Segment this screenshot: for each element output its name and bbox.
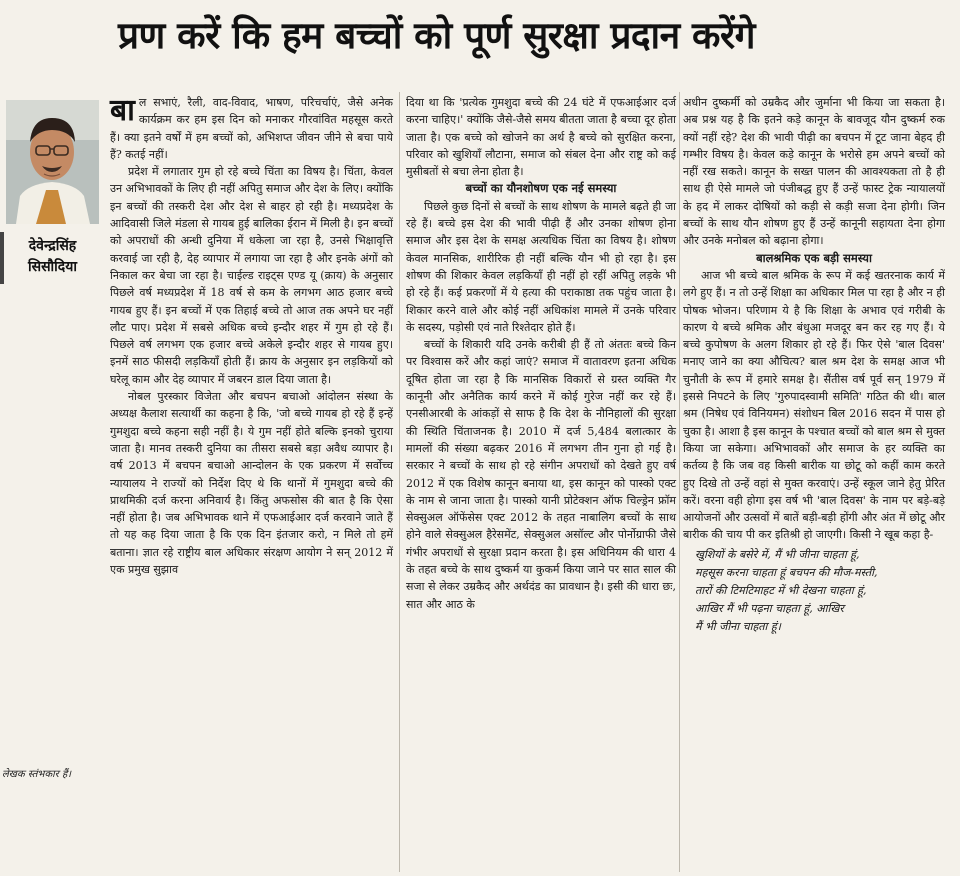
- section-subheading: बालश्रमिक एक बड़ी समस्या: [756, 250, 872, 265]
- author-photo: [6, 100, 99, 224]
- byline-accent-bar: [0, 232, 4, 284]
- paragraph: [110, 94, 393, 163]
- author-name-line2: सिसौदिया: [28, 259, 77, 275]
- author-name-line1: देवेन्द्रसिंह: [28, 238, 77, 254]
- poem-line: आखिर मैं भी पढ़ना चाहता हूं, आखिर: [695, 601, 844, 615]
- author-portrait-image: [6, 100, 99, 224]
- drop-cap: बा: [110, 93, 135, 128]
- paragraph: बच्चों के शिकारी यदि उनके करीबी ही हैं तो अंततः बच्चे किन पर विश्वास करें और कहां जाएं? समाज में वातावरण इतना अधिक दूषित होता जा रहा है कि मानसिक विकारों से ग्रस्त व्यक्ति गैर कानूनी और अनैतिक कार्य करने में कोई गुरेज नहीं कर रहे हैं। एनसीआरबी के आंकड़ों से साफ है कि देश के नौनिहालों की सुरक्षा की स्थिति चिंताजनक है। 2010 में दर्ज 5,484 बलात्कार के मामलों की संख्या बढ़कर 2016 में लगभग तीन गुना हो गई है। सरकार ने बच्चों के साथ हो रहे संगीन अपराधों को देखते हुए वर्ष 2012 में एक विशेष कानून बनाया था, इस कानून को पास्को एक्ट के नाम से जाना जाता है। पास्को यानी प्रोटेक्शन ऑफ चिल्ड्रेन फ्रॉम सेक्सुअल ऑफेंसेस एक्ट 2012 के तहत नाबालिग बच्चों के साथ होने वाले सेक्सुअल हैरेसमेंट, सेक्सुअल असॉल्ट और पोर्नोग्राफी जैसे गंभीर अपराधों से सुरक्षा प्रदान करता है। इस अधिनियम की धारा 4 के तहत बच्चे के साथ दुष्कर्म या कुकर्म किया जाने पर सात साल की सजा से लेकर उम्रकैद और अर्थदंड का प्रावधान है। इसी की धारा छः, सात और आठ के: [406, 338, 676, 611]
- column-divider: [679, 92, 680, 872]
- paragraph: प्रदेश में लगातार गुम हो रहे बच्चे चिंता का विषय है। चिंता, केवल उन अभिभावकों के लिए ही नहीं अपितु समाज और देश के लिए। क्योंकि इन बच्चों की तस्करी देश और देश से बाहर हो रही है। मध्यप्रदेश के आदिवासी जिले मंडला से गायब हुई बालिका ईरान में मिली है। इन बच्चों को अपराधों की अन्धी दुनिया में धकेला जा रहा है, उनसे भिक्षावृत्ति करवाई जा रही है, देह व्यापार में लगाया जा रहा है और इनके अंगों को निकाल कर बेचा जा रहा है। चाईल्ड राइट्स एण्ड यू (क्राय) के अनुसार पिछले वर्ष मध्यप्रदेश में 18 वर्ष से कम के लगभग आठ हजार बच्चे गायब हुए हैं। इन बच्चों में एक तिहाई बच्चे तो आज तक अपने घर नहीं लौट पाए। प्रदेश में सबसे अधिक बच्चे इन्दौर शहर में गुम हो रहे हैं। पिछले वर्ष लगभग एक हजार बच्चे अकेले इन्दौर शहर से गायब हुए। इनमें साठ फीसदी लड़कियाँ होती हैं। क्राय के अनुसार इन लड़कियों को घरेलू काम और देह व्यापार में जबरन डाल दिया जाता है।: [110, 165, 393, 386]
- author-byline: [6, 236, 99, 284]
- paragraph: आज भी बच्चे बाल श्रमिक के रूप में कई खतरनाक कार्य में लगे हुए हैं। न तो उन्हें शिक्षा का अधिकार मिल पा रहा है और न ही पोषक भोजन। परिणाम ये है कि शिक्षा के अभाव एवं गरीबी के कारण ये बच्चे श्रमिक और बंधुआ मजदूर बन कर रह गए हैं। ये बच्चे कुपोषण के अलग शिकार हो रहे हैं। फिर ऐसे 'बाल दिवस' मनाए जाने का क्या औचित्य? बाल श्रम देश के समक्ष आज भी चुनौती के रूप में हमारे समक्ष है। सैंतीस वर्ष पूर्व सन् 1979 में इससे निपटने के लिए 'गुरुपादस्वामी समिति' गठित की थी। बाल श्रम (निषेध एवं विनियमन) संशोधन बिल 2016 सदन में पास हो चुका है। आशा है इस कानून के पश्चात बच्चों को बाल श्रम से मुक्त किया जा सकेगा। अभिभावकों और समाज के हर व्यक्ति का कर्तव्य है कि जब वह किसी बारीक या छोटू को कहीं काम करते हुए दिखे तो उन्हें वहां से मुक्त करवाएं। उन्हें स्कूल जाने हेतु प्रेरित करें। वरना वही होगा इस वर्ष भी 'बाल दिवस' के नाम पर बड़े-बड़े आयोजनों और उत्सवों में बातें बड़ी-बड़ी होंगी और अंत में छोटू और बारीक की चाय पी कर इतिश्री हो जाएगी। किसी ने खूब कहा है-: [683, 268, 945, 542]
- paragraph: अधीन दुष्कर्मी को उम्रकैद और जुर्माना भी किया जा सकता है। अब प्रश्न यह है कि इतने कड़े कानून के बावजूद यौन दुष्कर्म रुक क्यों नहीं रहे? देश की भावी पीढ़ी का बचपन में टूट जाना बेहद ही गम्भीर विषय है। केवल कड़े कानून के भरोसे हम अपने बच्चों को नहीं रख सकते। कानून के सख्त पालन की आवश्यकता तो है ही साथ ही ऐसे मामले जो पंजीबद्ध हुए हैं उन्हें फास्ट ट्रेक न्यायालयों के हद में लाकर दोषियों को कड़ी से कड़ी सजा देना होगी। जिन बच्चों के साथ यौन शोषण हुए हैं उन्हें कानूनी सहायता देना होगा और उनके मनोबल को बढ़ाना होगा।: [683, 96, 945, 248]
- article-headline: प्रण करें कि हम बच्चों को पूर्ण सुरक्षा प्रदान करेंगे: [118, 14, 755, 57]
- poem-line: मैं भी जीना चाहता हूं।: [695, 619, 781, 633]
- poem-line: खुशियों के बसेरे में, मैं भी जीना चाहता हूं,: [695, 547, 860, 561]
- paragraph: पिछले कुछ दिनों से बच्चों के साथ शोषण के मामले बढ़ते ही जा रहे हैं। बच्चे इस देश की भावी पीढ़ी हैं और उनका शोषण होना समाज और इस देश के समक्ष अत्यधिक चिंता का विषय है। शोषण केवल मानसिक, शारीरिक ही नहीं बल्कि यौन भी हो रहा है। इस शोषण की शिकार केवल लड़कियाँ ही नहीं हो रहीं अपितु लड़के भी हो रहे हैं। कई प्रकरणों में ये हत्या की पराकाष्ठा तक पहुंच जाता है। शिकार करने वाले और कोई नहीं अधिकांश मामले में उनके परिवार के सदस्य, पड़ोसी एवं नाते रिश्तेदार होते हैं।: [406, 199, 676, 334]
- author-note: लेखक स्तंभकार हैं।: [2, 769, 72, 780]
- paragraph: दिया था कि 'प्रत्येक गुमशुदा बच्चे की 24 घंटे में एफआईआर दर्ज करना चाहिए।' क्योंकि जैसे-जैसे समय बीतता जाता है बच्चा दूर होता जाता है। एक बच्चे को खोजने का अर्थ है बच्चे को सुरक्षित करना, परिवार को खुशियाँ लौटाना, समाज को संबल देना और राष्ट्र को कई मुसीबतों से बचा लेना होता है।: [406, 96, 676, 179]
- column-divider: [399, 92, 400, 872]
- poem-quote: [683, 546, 945, 636]
- section-subheading: बच्चों का यौनशोषण एक नई समस्या: [465, 181, 617, 196]
- column-2: [406, 94, 676, 613]
- column-1: [110, 94, 393, 578]
- poem-line: महसूस करना चाहता हूं बचपन की मौज-मस्ती,: [695, 565, 878, 579]
- poem-line: तारों की टिमटिमाहट में भी देखना चाहता हूं,: [695, 583, 867, 597]
- column-3: [683, 94, 945, 636]
- paragraph: नोबल पुरस्कार विजेता और बचपन बचाओ आंदोलन संस्था के अध्यक्ष कैलाश सत्यार्थी का कहना है कि, 'जो बच्चे गायब हो रहे हैं इन्हें गुमशुदा बच्चे कहना सही नहीं है। ये गुम नहीं होते बल्कि इनको चुराया जाता है। मानव तस्करी दुनिया का तीसरा सबसे बड़ा अवैध व्यापार है। वर्ष 2013 में बचपन बचाओ आन्दोलन के एक प्रकरण में सर्वोच्च न्यायालय ने राज्यों को निर्देश दिए थे कि थानों में गुमशुदा बच्चे की प्राथमिकी दर्ज करना अनिवार्य है। किंतु अफसोस की बात है कि ऐसा नहीं होता है। जब अभिभावक थाने में एफआईआर दर्ज करवाने जाते हैं तो यह कह दिया जाता है कि एक दिन इंतजार करो, न मिले तो हमें बताना। ज्ञात रहे राष्ट्रीय बाल अधिकार संरक्षण आयोग ने सन् 2012 में एक प्रमुख सुझाव: [110, 390, 393, 577]
- paragraph-text: ल सभाएं, रैली, वाद-विवाद, भाषण, परिचर्चाएं, जैसे अनेक कार्यक्रम कर हम इस दिन को मनाकर गौरवांवित महसूस करते हैं। क्या इतने वर्षों में हम बच्चों को, अभिशप्त जीवन जीने से बचा पाये हैं? कतई नहीं।: [110, 96, 393, 161]
